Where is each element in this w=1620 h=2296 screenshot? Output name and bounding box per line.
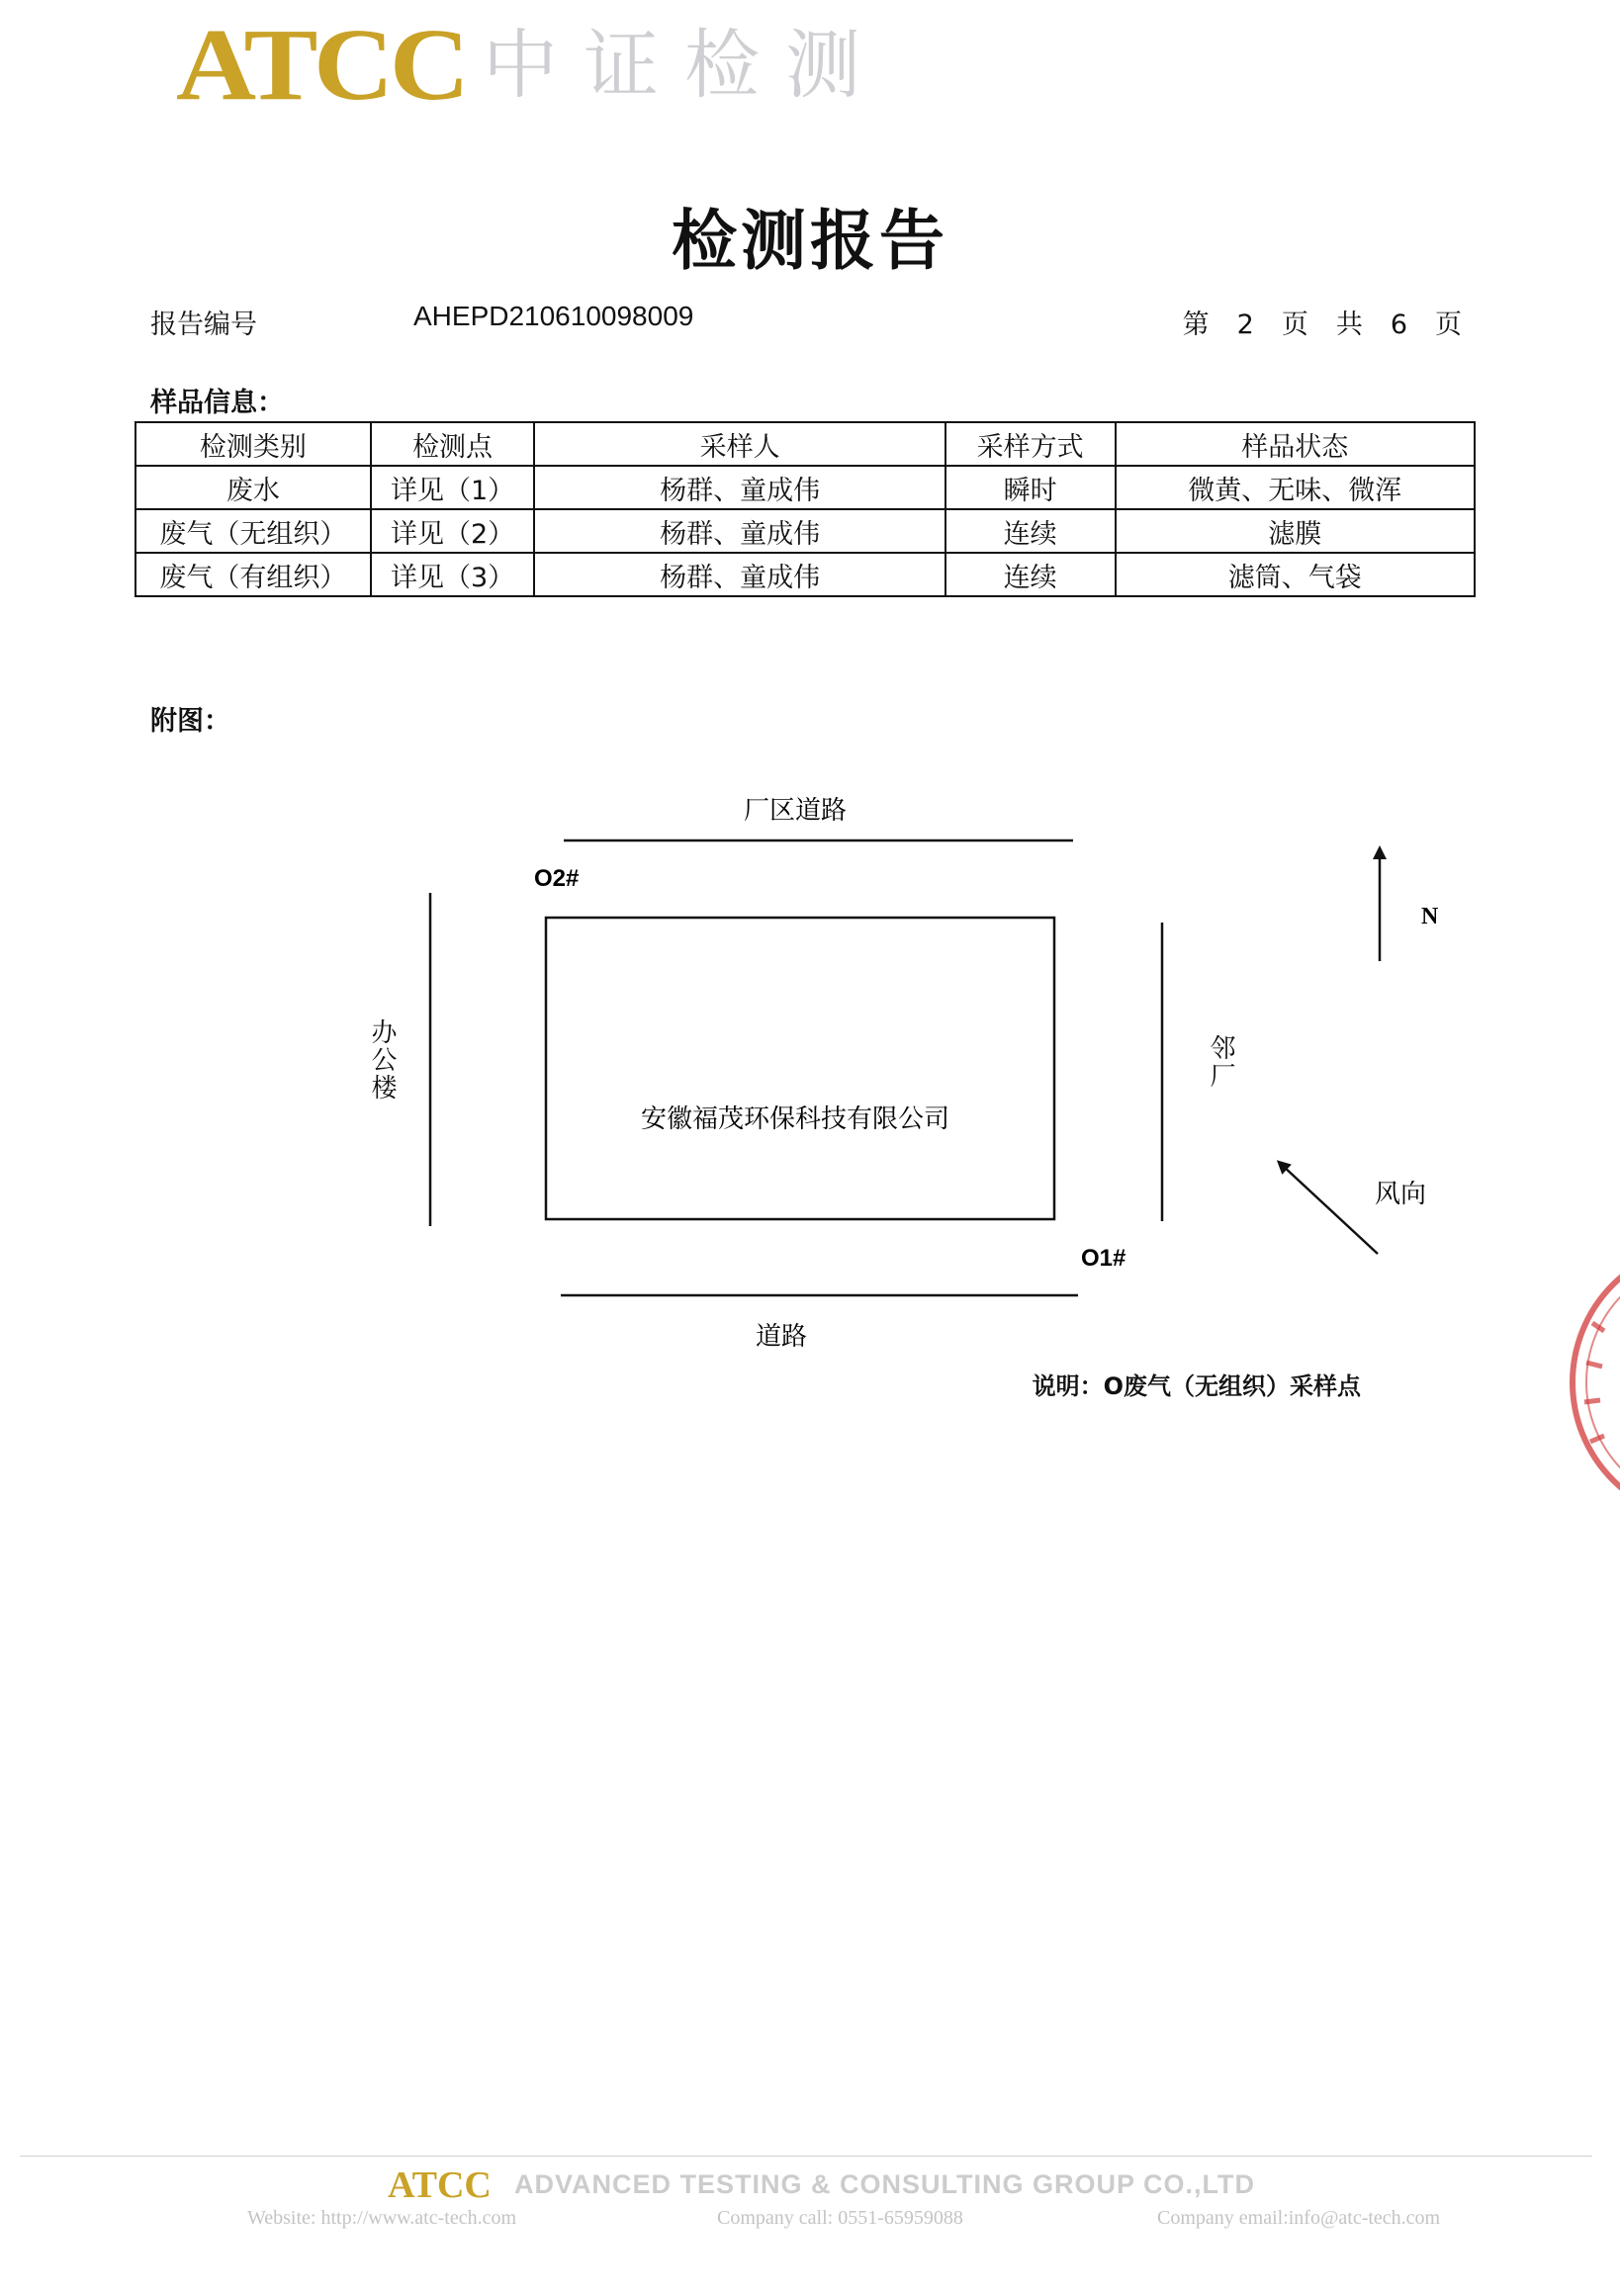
table-row bbox=[135, 509, 1475, 553]
table-cell: 连续 bbox=[945, 509, 1116, 553]
footer-phone: Company call: 0551-65959088 bbox=[717, 2207, 963, 2229]
column-header: 检测类别 bbox=[135, 422, 371, 466]
footer-email: Company email:info@atc-tech.com bbox=[1157, 2207, 1441, 2229]
table-cell: 微黄、无味、微浑 bbox=[1116, 466, 1475, 509]
figure-note: 说明：O废气（无组织）采样点 bbox=[1032, 1372, 1361, 1400]
road-label: 道路 bbox=[755, 1322, 808, 1352]
table-row bbox=[135, 553, 1475, 596]
sample-info-table bbox=[135, 421, 1476, 597]
table-row bbox=[135, 466, 1475, 509]
table-cell: 杨群、童成伟 bbox=[534, 553, 945, 596]
neighbor-factory-label: 邻厂 bbox=[1206, 1034, 1235, 1090]
table-cell: 滤筒、气袋 bbox=[1116, 553, 1475, 596]
table-header-row bbox=[135, 422, 1475, 466]
plant-boundary bbox=[546, 918, 1054, 1219]
table-cell: 废气（有组织） bbox=[135, 553, 371, 596]
north-label: N bbox=[1421, 904, 1439, 929]
table-cell: 详见（2） bbox=[371, 509, 535, 553]
table-cell: 杨群、童成伟 bbox=[534, 509, 945, 553]
company-name-cn-logo: 中证检测 bbox=[483, 21, 886, 109]
footer-divider bbox=[20, 2156, 1592, 2157]
table-cell: 滤膜 bbox=[1116, 509, 1475, 553]
office-building-label: 办公楼 bbox=[367, 1018, 397, 1102]
page-info-gong: 共 bbox=[1335, 309, 1363, 340]
report-number-value: AHEPD210610098009 bbox=[413, 301, 694, 331]
site-map-diagram bbox=[0, 751, 1620, 1365]
page-info-ye2: 页 bbox=[1435, 309, 1462, 340]
attached-figure-title: 附图： bbox=[150, 706, 230, 737]
footer-website: Website: http://www.atc-tech.com bbox=[247, 2207, 517, 2229]
page-info bbox=[1155, 303, 1462, 341]
page-info-ye1: 页 bbox=[1281, 309, 1308, 340]
column-header: 样品状态 bbox=[1116, 422, 1475, 466]
sampling-point-1: O1# bbox=[1081, 1245, 1126, 1272]
sample-info-title: 样品信息： bbox=[150, 388, 284, 418]
table-cell: 详见（1） bbox=[371, 466, 535, 509]
footer-logo: ATCC bbox=[388, 2164, 492, 2206]
table-cell: 废气（无组织） bbox=[135, 509, 371, 553]
table-cell: 废水 bbox=[135, 466, 371, 509]
factory-road-label: 厂区道路 bbox=[743, 796, 848, 826]
page-info-current: 2 bbox=[1236, 309, 1254, 340]
column-header: 采样人 bbox=[534, 422, 945, 466]
page-info-total: 6 bbox=[1390, 309, 1407, 340]
atcc-logo: ATCC bbox=[176, 8, 466, 122]
table-cell: 瞬时 bbox=[945, 466, 1116, 509]
table-cell: 详见（3） bbox=[371, 553, 535, 596]
company-name: 安徽福茂环保科技有限公司 bbox=[640, 1104, 950, 1134]
wind-direction-label: 风向 bbox=[1375, 1180, 1427, 1209]
column-header: 采样方式 bbox=[945, 422, 1116, 466]
wind-direction-arrow-icon bbox=[1282, 1165, 1378, 1254]
report-number-label: 报告编号 bbox=[150, 309, 257, 340]
footer-company-name: ADVANCED TESTING & CONSULTING GROUP CO.,LTD bbox=[514, 2169, 1256, 2199]
page-info-di: 第 bbox=[1182, 309, 1210, 340]
column-header: 检测点 bbox=[371, 422, 535, 466]
page-title: 检测报告 bbox=[672, 203, 948, 279]
table-cell: 连续 bbox=[945, 553, 1116, 596]
table-cell: 杨群、童成伟 bbox=[534, 466, 945, 509]
sampling-point-2: O2# bbox=[534, 865, 580, 892]
seal-stamp-icon bbox=[1563, 1234, 1620, 1531]
